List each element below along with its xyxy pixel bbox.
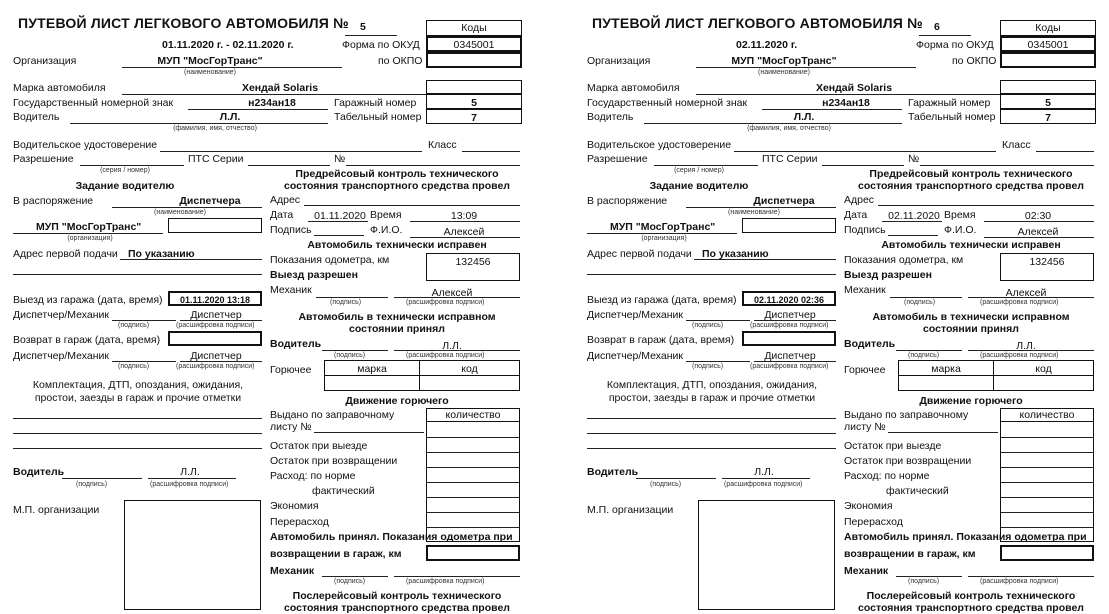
sign-caption-3: (подпись) xyxy=(76,481,108,488)
remain-exit-label: Остаток при выезде xyxy=(844,440,942,452)
org-value[interactable]: МУП "МосГорТранс" xyxy=(731,55,837,67)
precheck-title-1: Предрейсовый контроль технического xyxy=(869,168,1073,180)
consumption-actual-label: фактический xyxy=(312,485,375,497)
return-odo-2: возвращении в гараж, км xyxy=(844,548,976,560)
waybill-sheet-2 xyxy=(574,0,1109,614)
notes-title-2: простои, заезды в гараж и прочие отметки xyxy=(34,392,242,404)
period[interactable]: 02.11.2020 г. xyxy=(736,39,798,51)
no-label: № xyxy=(334,153,346,165)
accepted-title-2: состоянии принял xyxy=(349,323,445,335)
accepted-title-2: состоянии принял xyxy=(923,323,1019,335)
garage-num-value[interactable]: 5 xyxy=(1045,97,1051,109)
dispatcher-value-2[interactable]: Диспетчер xyxy=(764,350,816,362)
signature-label: Подпись xyxy=(844,224,886,236)
permit-label: Разрешение xyxy=(587,153,648,165)
task-title: Задание водителю xyxy=(649,180,749,192)
pts-label: ПТС Серии xyxy=(188,153,244,165)
issued-label-2: листу № xyxy=(270,421,312,433)
fuel-label: Горючее xyxy=(844,364,886,376)
odometer-label: Показания одометра, км xyxy=(270,254,390,266)
license-label: Водительское удостоверение xyxy=(587,139,732,151)
postcheck-1: Послерейсовый контроль технического xyxy=(292,590,502,602)
tab-num-value[interactable]: 7 xyxy=(471,112,477,124)
fuel-move-title: Движение горючего xyxy=(919,395,1023,407)
dispatcher-label-2: Диспетчер/Механик xyxy=(13,350,109,362)
driver-caption: (фамилия, имя, отчество) xyxy=(747,125,831,132)
car-brand-value[interactable]: Хендай Solaris xyxy=(815,82,893,94)
consumption-actual-label: фактический xyxy=(886,485,949,497)
dispatcher-label: Диспетчер/Механик xyxy=(13,309,109,321)
first-address-label: Адрес первой подачи xyxy=(587,248,692,260)
return-label: Возврат в гараж (дата, время) xyxy=(587,334,735,346)
date-value[interactable]: 02.11.2020 xyxy=(888,210,940,222)
plate-value[interactable]: н234ан18 xyxy=(822,97,870,109)
decode-caption-4: (расшифровка подписи) xyxy=(406,299,485,306)
quantity-label: количество xyxy=(1019,409,1075,421)
overuse-label: Перерасход xyxy=(270,516,329,528)
issued-label-2: листу № xyxy=(844,421,886,433)
org-caption: (наименование) xyxy=(758,69,810,76)
odometer-value[interactable]: 132456 xyxy=(1029,256,1065,268)
decode-caption-6: (расшифровка подписи) xyxy=(406,578,485,585)
dispatcher-value[interactable]: Диспетчер xyxy=(190,309,242,321)
car-brand-value[interactable]: Хендай Solaris xyxy=(241,82,319,94)
sign-caption-4: (подпись) xyxy=(904,299,936,306)
org-task-value[interactable]: МУП "МосГорТранс" xyxy=(610,221,716,233)
sign-caption-6: (подпись) xyxy=(908,578,940,585)
driver2-label: Водитель xyxy=(844,338,896,350)
mechanic-label: Механик xyxy=(270,284,312,296)
accepted-title-1: Автомобиль в технически исправном xyxy=(872,311,1070,323)
driver-label: Водитель xyxy=(13,111,60,123)
mechanic-value[interactable]: Алексей xyxy=(1005,287,1047,299)
waybill-number[interactable]: 5 xyxy=(360,21,366,33)
notes-title-1: Комплектация, ДТП, опоздания, ожидания, xyxy=(606,379,818,391)
okpo-label: по ОКПО xyxy=(378,55,423,67)
return-odo-box[interactable] xyxy=(1000,545,1094,561)
codes-label: Коды xyxy=(461,22,487,34)
notes-title-1: Комплектация, ДТП, опоздания, ожидания, xyxy=(32,379,244,391)
driver-caption: (фамилия, имя, отчество) xyxy=(173,125,257,132)
plate-value[interactable]: н234ан18 xyxy=(248,97,296,109)
org-caption: (наименование) xyxy=(184,69,236,76)
okpo-box[interactable] xyxy=(426,52,522,68)
time-value[interactable]: 02:30 xyxy=(1024,210,1052,222)
return-odo-1: Автомобиль принял. Показания одометра при xyxy=(270,531,513,543)
consumption-norm-label: Расход: по норме xyxy=(844,470,930,482)
org-task-caption: (организация) xyxy=(67,235,113,242)
plate-label: Государственный номерной знак xyxy=(587,97,748,109)
fuel-brand: марка xyxy=(931,363,961,375)
no-label: № xyxy=(908,153,920,165)
waybill-sheet-1 xyxy=(0,0,540,614)
bottom-driver-value[interactable]: Л.Л. xyxy=(754,466,774,478)
sign-caption: (подпись) xyxy=(692,322,724,329)
car-brand-label: Марка автомобиля xyxy=(587,82,680,94)
waybill-number[interactable]: 6 xyxy=(934,21,940,33)
disposal-label: В распоряжение xyxy=(13,195,94,207)
date-label: Дата xyxy=(844,209,868,221)
fuel-move-title: Движение горючего xyxy=(345,395,449,407)
org-label: Организация xyxy=(587,55,651,67)
remain-exit-label: Остаток при выезде xyxy=(270,440,368,452)
notes-title-2: простои, заезды в гараж и прочие отметки xyxy=(608,392,816,404)
sign-caption-5: (подпись) xyxy=(334,352,366,359)
fio-value[interactable]: Алексей xyxy=(1017,226,1059,238)
mechanic-value[interactable]: Алексей xyxy=(431,287,473,299)
okud-value[interactable]: 0345001 xyxy=(1027,39,1069,51)
stamp-label: М.П. организации xyxy=(13,504,100,516)
mechanic2-label: Механик xyxy=(270,565,315,577)
decode-caption-5: (расшифровка подписи) xyxy=(980,352,1059,359)
driver2-label: Водитель xyxy=(270,338,322,350)
sign-caption-4: (подпись) xyxy=(330,299,362,306)
sign-caption-2: (подпись) xyxy=(118,363,150,370)
org-task-value[interactable]: МУП "МосГорТранс" xyxy=(36,221,142,233)
driver-label: Водитель xyxy=(587,111,634,123)
stamp-label: М.П. организации xyxy=(587,504,674,516)
fuel-code: код xyxy=(1035,363,1052,375)
pts-label: ПТС Серии xyxy=(762,153,818,165)
garage-exit-value[interactable]: 01.11.2020 13:18 xyxy=(179,295,251,305)
stamp-box xyxy=(124,500,261,610)
bottom-driver-label: Водитель xyxy=(13,466,65,478)
fio-value[interactable]: Алексей xyxy=(443,226,485,238)
garage-exit-label: Выезд из гаража (дата, время) xyxy=(13,294,163,306)
postcheck-2: состояния транспортного средства провел xyxy=(858,602,1084,614)
decode-caption-4: (расшифровка подписи) xyxy=(980,299,1059,306)
decode-caption: (расшифровка подписи) xyxy=(750,322,829,329)
dispatcher-value[interactable]: Диспетчер xyxy=(764,309,816,321)
bottom-driver-value[interactable]: Л.Л. xyxy=(180,466,200,478)
driver-value[interactable]: Л.Л. xyxy=(219,111,241,123)
disposal-label: В распоряжение xyxy=(587,195,668,207)
okud-value[interactable]: 0345001 xyxy=(453,39,495,51)
dispatcher-label: Диспетчер/Механик xyxy=(587,309,683,321)
car-brand-label: Марка автомобиля xyxy=(13,82,106,94)
date-label: Дата xyxy=(270,209,294,221)
return-box[interactable] xyxy=(168,331,262,346)
period[interactable]: 01.11.2020 г. - 02.11.2020 г. xyxy=(162,39,294,51)
name-caption: (наименование) xyxy=(728,209,780,216)
time-value[interactable]: 13:09 xyxy=(450,210,478,222)
driver2-value[interactable]: Л.Л. xyxy=(442,340,462,352)
stamp-box xyxy=(698,500,835,610)
class-label: Класс xyxy=(1002,139,1031,151)
garage-num-label: Гаражный номер xyxy=(334,97,417,109)
first-address-value[interactable]: По указанию xyxy=(128,248,195,260)
okpo-box[interactable] xyxy=(1000,52,1096,68)
waybill-title: ПУТЕВОЙ ЛИСТ ЛЕГКОВОГО АВТОМОБИЛЯ № xyxy=(18,15,349,31)
mechanic-label: Механик xyxy=(844,284,886,296)
series-caption: (серия / номер) xyxy=(100,167,150,174)
signature-label: Подпись xyxy=(270,224,312,236)
decode-caption-3: (расшифровка подписи) xyxy=(150,481,229,488)
quantity-label: количество xyxy=(445,409,501,421)
series-caption: (серия / номер) xyxy=(674,167,724,174)
tech-ok: Автомобиль технически исправен xyxy=(307,239,487,251)
codes-label: Коды xyxy=(1035,22,1061,34)
remain-return-label: Остаток при возвращении xyxy=(844,455,972,467)
fio-label: Ф.И.О. xyxy=(944,224,977,236)
tab-num-label: Табельный номер xyxy=(334,111,422,123)
dispatcher-label-2: Диспетчер/Механик xyxy=(587,350,683,362)
time-label: Время xyxy=(370,209,402,221)
return-label: Возврат в гараж (дата, время) xyxy=(13,334,161,346)
return-odo-1: Автомобиль принял. Показания одометра при xyxy=(844,531,1087,543)
fuel-code: код xyxy=(461,363,478,375)
sign-caption-2: (подпись) xyxy=(692,363,724,370)
sign-caption-6: (подпись) xyxy=(334,578,366,585)
org-label: Организация xyxy=(13,55,77,67)
return-box[interactable] xyxy=(742,331,836,346)
permit-label: Разрешение xyxy=(13,153,74,165)
fuel-label: Горючее xyxy=(270,364,312,376)
address-label: Адрес xyxy=(844,194,875,206)
bottom-driver-label: Водитель xyxy=(587,466,639,478)
postcheck-2: состояния транспортного средства провел xyxy=(284,602,510,614)
first-address-label: Адрес первой подачи xyxy=(13,248,118,260)
time-label: Время xyxy=(944,209,976,221)
remain-return-label: Остаток при возвращении xyxy=(270,455,398,467)
garage-exit-label: Выезд из гаража (дата, время) xyxy=(587,294,737,306)
postcheck-1: Послерейсовый контроль технического xyxy=(866,590,1076,602)
driver2-value[interactable]: Л.Л. xyxy=(1016,340,1036,352)
return-odo-2: возвращении в гараж, км xyxy=(270,548,402,560)
economy-label: Экономия xyxy=(844,500,893,512)
tech-ok: Автомобиль технически исправен xyxy=(881,239,1061,251)
sign-caption: (подпись) xyxy=(118,322,150,329)
consumption-norm-label: Расход: по норме xyxy=(270,470,356,482)
precheck-title-2: состояния транспортного средства провел xyxy=(284,180,510,192)
tab-num-value[interactable]: 7 xyxy=(1045,112,1051,124)
precheck-title-1: Предрейсовый контроль технического xyxy=(295,168,499,180)
garage-num-value[interactable]: 5 xyxy=(471,97,477,109)
address-label: Адрес xyxy=(270,194,301,206)
decode-caption-6: (расшифровка подписи) xyxy=(980,578,1059,585)
class-label: Класс xyxy=(428,139,457,151)
accepted-title-1: Автомобиль в технически исправном xyxy=(298,311,496,323)
odometer-label: Показания одометра, км xyxy=(844,254,964,266)
odometer-value[interactable]: 132456 xyxy=(455,256,491,268)
decode-caption-2: (расшифровка подписи) xyxy=(750,363,829,370)
dispatcher-value-2[interactable]: Диспетчер xyxy=(190,350,242,362)
task-title: Задание водителю xyxy=(75,180,175,192)
mechanic2-label: Механик xyxy=(844,565,889,577)
decode-caption-5: (расшифровка подписи) xyxy=(406,352,485,359)
org-task-caption: (организация) xyxy=(641,235,687,242)
decode-caption-2: (расшифровка подписи) xyxy=(176,363,255,370)
sign-caption-3: (подпись) xyxy=(650,481,682,488)
garage-num-label: Гаражный номер xyxy=(908,97,991,109)
fuel-brand: марка xyxy=(357,363,387,375)
economy-label: Экономия xyxy=(270,500,319,512)
disposal-value[interactable]: Диспетчера xyxy=(179,195,241,207)
garage-exit-value[interactable]: 02.11.2020 02:36 xyxy=(753,295,825,305)
sign-caption-5: (подпись) xyxy=(908,352,940,359)
license-label: Водительское удостоверение xyxy=(13,139,158,151)
disposal-value[interactable]: Диспетчера xyxy=(753,195,815,207)
decode-caption-3: (расшифровка подписи) xyxy=(724,481,803,488)
okud-label: Форма по ОКУД xyxy=(342,39,420,51)
waybill-title: ПУТЕВОЙ ЛИСТ ЛЕГКОВОГО АВТОМОБИЛЯ № xyxy=(592,15,923,31)
fio-label: Ф.И.О. xyxy=(370,224,403,236)
overuse-label: Перерасход xyxy=(844,516,903,528)
plate-label: Государственный номерной знак xyxy=(13,97,174,109)
org-value[interactable]: МУП "МосГорТранс" xyxy=(157,55,263,67)
first-address-value[interactable]: По указанию xyxy=(702,248,769,260)
decode-caption: (расшифровка подписи) xyxy=(176,322,255,329)
driver-value[interactable]: Л.Л. xyxy=(793,111,815,123)
okpo-label: по ОКПО xyxy=(952,55,997,67)
return-odo-box[interactable] xyxy=(426,545,520,561)
name-caption: (наименование) xyxy=(154,209,206,216)
exit-allowed: Выезд разрешен xyxy=(844,269,932,281)
exit-allowed: Выезд разрешен xyxy=(270,269,358,281)
okud-label: Форма по ОКУД xyxy=(916,39,994,51)
date-value[interactable]: 01.11.2020 xyxy=(314,210,366,222)
issued-label-1: Выдано по заправочному xyxy=(844,409,969,421)
precheck-title-2: состояния транспортного средства провел xyxy=(858,180,1084,192)
issued-label-1: Выдано по заправочному xyxy=(270,409,395,421)
tab-num-label: Табельный номер xyxy=(908,111,996,123)
